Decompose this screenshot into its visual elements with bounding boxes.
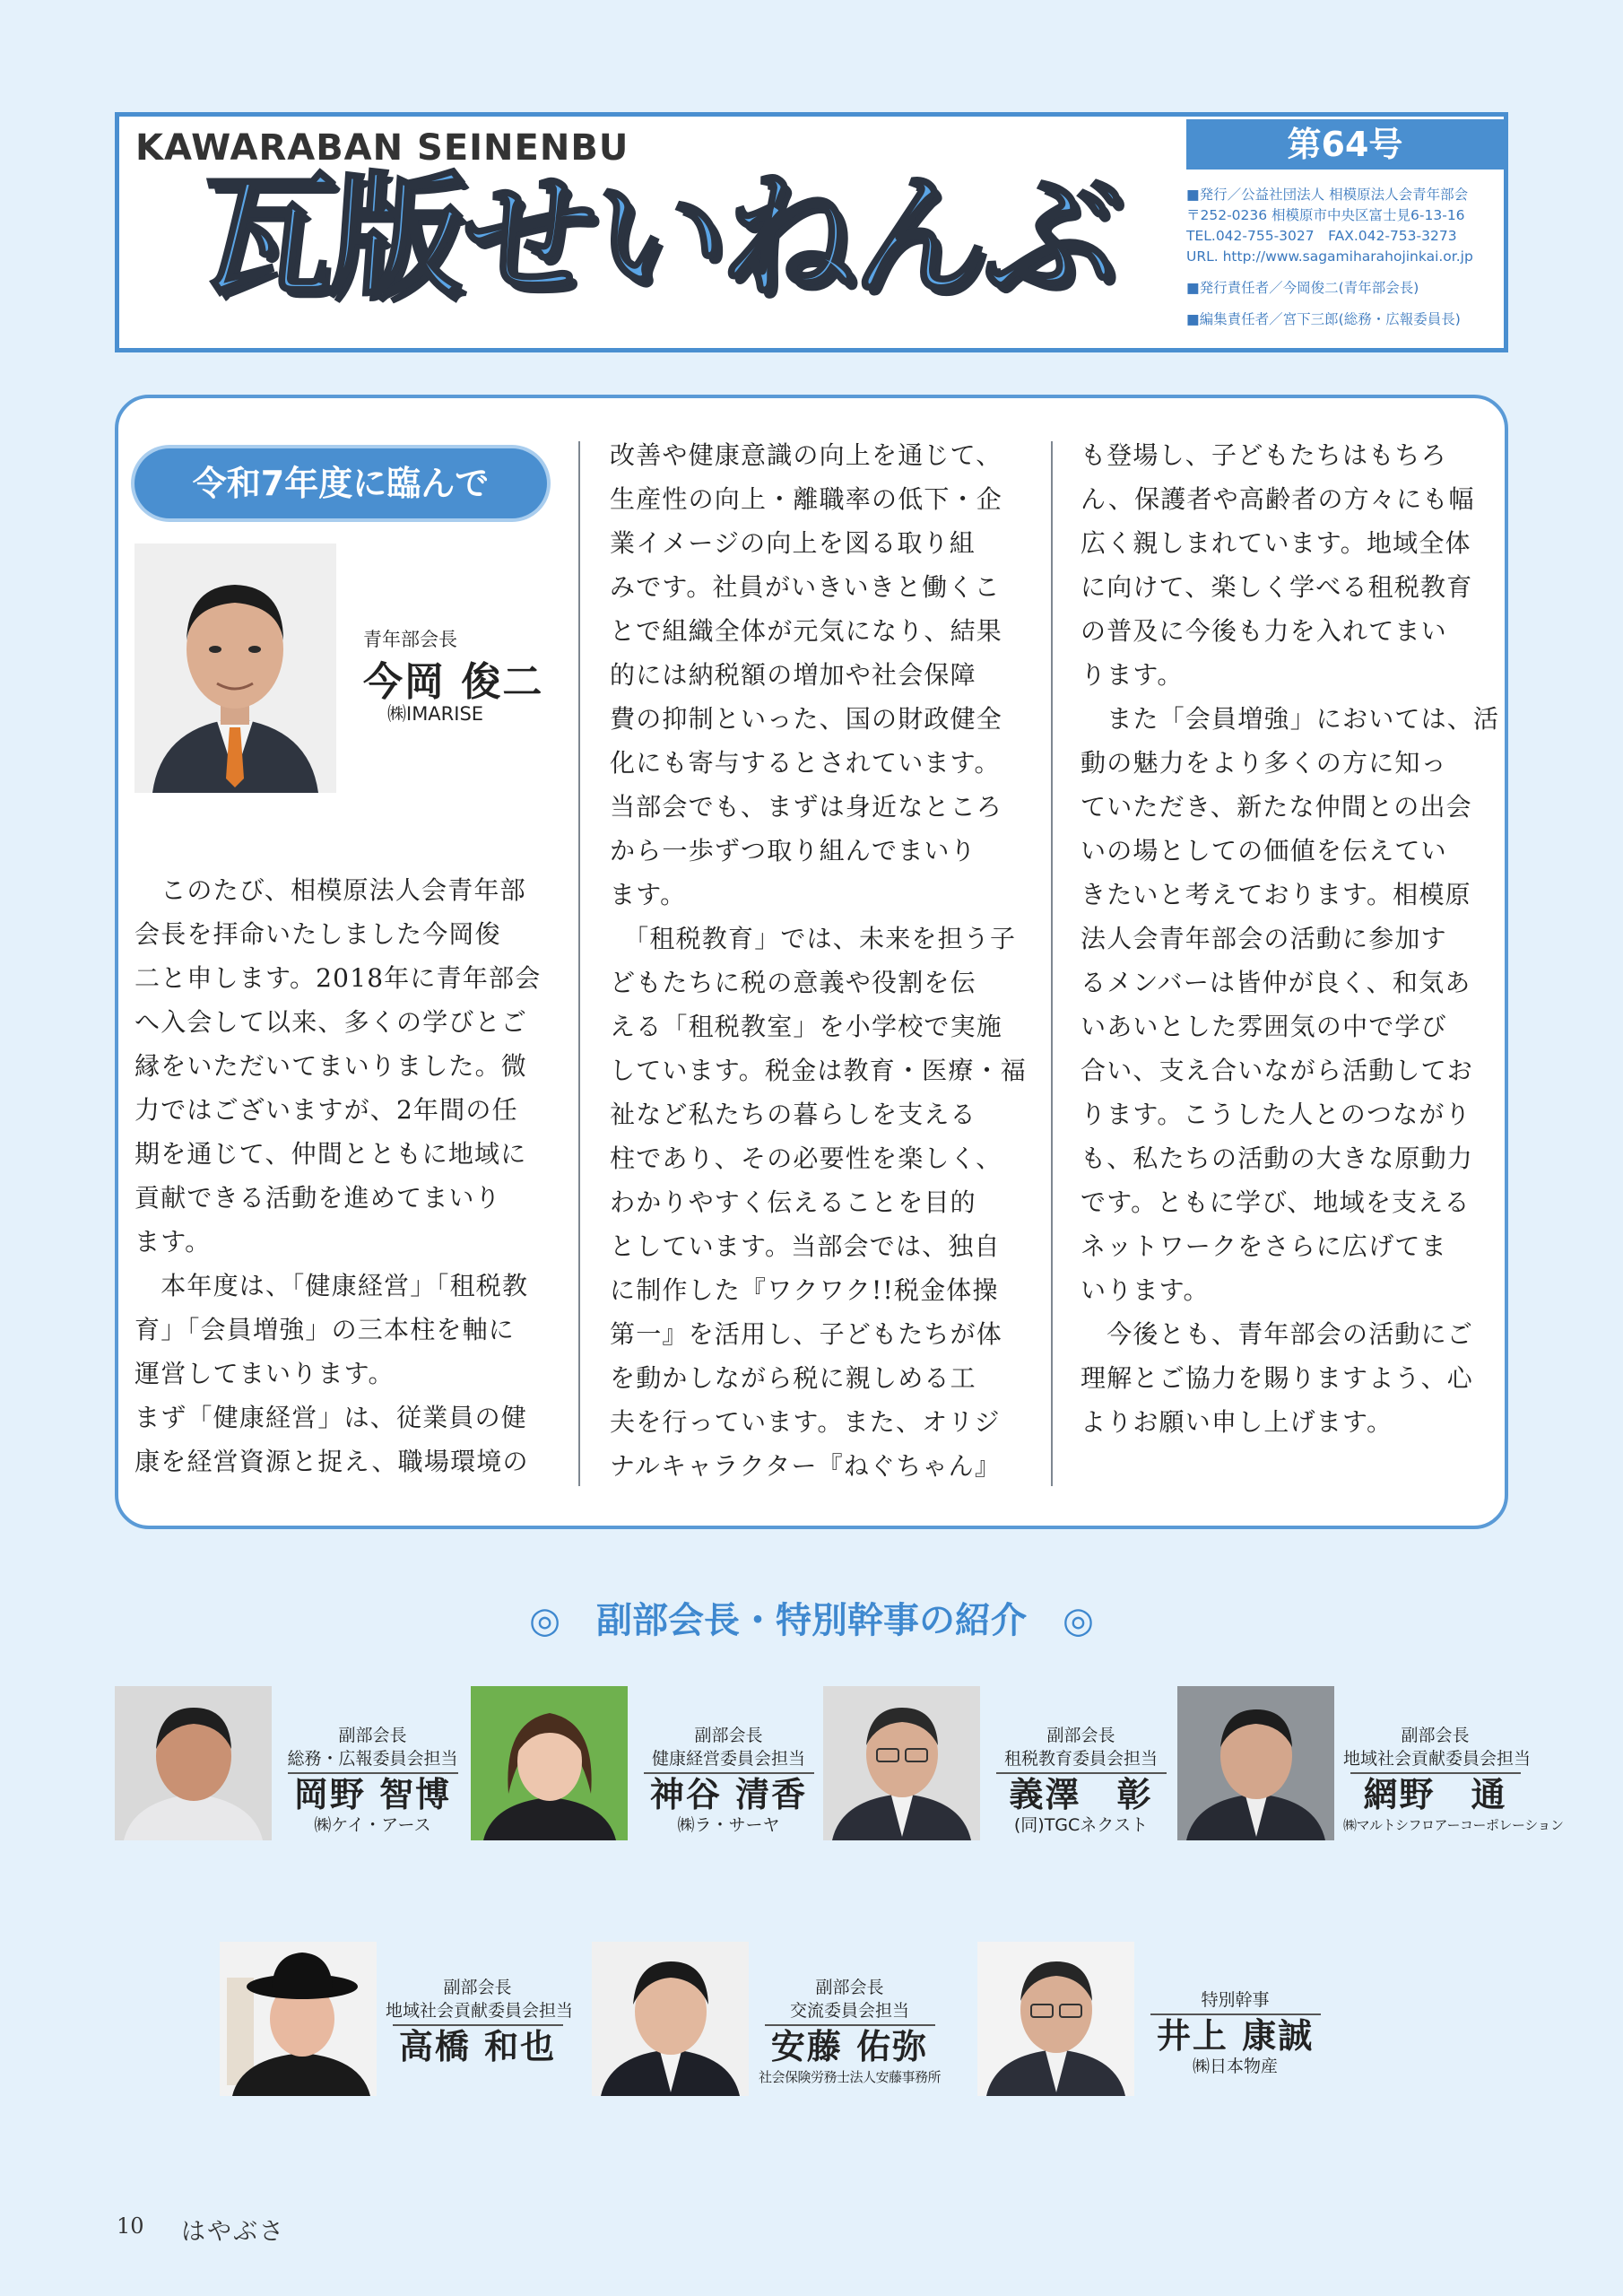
- officer-company: ㈱日本物産: [1192, 2057, 1278, 2076]
- info-line: URL. http://www.sagamiharahojinkai.or.jp: [1186, 248, 1473, 265]
- text-line: るメンバーは皆仲が良く、和気あ: [1081, 968, 1471, 997]
- text-line: 理解とご協力を賜りますよう、心: [1081, 1363, 1474, 1393]
- text-line: ん、保護者や高齢者の方々にも幅: [1081, 484, 1475, 514]
- text-line: 本年度は、「健康経営」「租税教: [135, 1271, 529, 1300]
- text-line: ます。: [610, 880, 687, 909]
- column-divider: [1051, 441, 1053, 1486]
- masthead-title-jp: 瓦版せいねんぶ: [194, 160, 1123, 316]
- text-line: このたび、相模原法人会青年部: [135, 875, 526, 905]
- officer-committee: 総務・広報委員会担当: [287, 1749, 458, 1769]
- text-line: 運営してまいります。: [135, 1359, 395, 1388]
- chairman-photo: [135, 544, 336, 793]
- text-line: 改善や健康意識の向上を通じて、: [610, 440, 1002, 470]
- text-line: 柱であり、その必要性を楽しく、: [610, 1144, 1002, 1173]
- text-line: いの場としての価値を伝えてい: [1081, 836, 1447, 865]
- officer-card: [592, 1942, 950, 2096]
- text-line: どもたちに税の意義や役割を伝: [610, 968, 976, 997]
- officer-name: 網野 通: [1363, 1775, 1507, 1814]
- officer-role: 副部会長: [338, 1726, 407, 1745]
- text-line: としています。当部会では、独自: [610, 1231, 1001, 1261]
- masthead: [115, 112, 1508, 352]
- text-line: 生産性の向上・離職率の低下・企: [610, 484, 1003, 514]
- officer-info: [386, 1976, 574, 2067]
- officer-photo: [471, 1686, 628, 1840]
- officer-info: [758, 1976, 942, 2087]
- text-line: 育」「会員増強」の三本柱を軸に: [135, 1315, 516, 1344]
- officer-name: 安藤 佑弥: [770, 2027, 929, 2066]
- officer-role: 副部会長: [443, 1978, 512, 1997]
- text-line: 当部会でも、まずは身近なところ: [610, 792, 1003, 822]
- text-line: 「租税教育」では、未来を担う子: [610, 924, 1017, 953]
- text-line: から一歩ずつ取り組んでまいり: [610, 836, 976, 865]
- text-line: 今後とも、青年部会の活動にご: [1081, 1319, 1474, 1349]
- publisher-line: ■発行責任者／今岡俊二(青年部会長): [1186, 280, 1419, 296]
- text-line: 期を通じて、仲間とともに地域に: [135, 1139, 527, 1169]
- text-line: 会長を拝命いたしました今岡俊: [135, 919, 501, 949]
- officer-name: 神谷 清香: [649, 1775, 808, 1814]
- text-line: 化にも寄与するとされています。: [610, 748, 1001, 778]
- text-line: ります。: [1081, 660, 1184, 690]
- officer-name: 岡野 智博: [293, 1775, 452, 1814]
- chairman-company: ㈱IMARISE: [387, 703, 484, 725]
- officer-info: [281, 1724, 464, 1835]
- officer-company: (同)TGCネクスト: [1013, 1815, 1149, 1835]
- text-line: 二と申します。2018年に青年部会: [135, 963, 542, 993]
- officer-company: ㈱マルトシフロアーコーポレーション: [1343, 1817, 1564, 1833]
- masthead-info-panel: [1186, 117, 1504, 348]
- text-line: です。ともに学び、地域を支える: [1081, 1187, 1471, 1217]
- message-column-3: [1081, 433, 1500, 1444]
- text-line: 費の抑制といった、国の財政健全: [610, 704, 1003, 734]
- text-line: 業イメージの向上を図る取り組: [610, 528, 976, 558]
- text-line: みです。社員がいきいきと働くこ: [610, 572, 1001, 602]
- text-line: 縁をいただいてまいりました。微: [135, 1051, 528, 1081]
- text-line: まず「健康経営」は、従業員の健: [135, 1403, 528, 1432]
- text-line: の普及に今後も力を入れてまい: [1081, 616, 1447, 646]
- officer-committee: 地域社会貢献委員会担当: [386, 2001, 574, 2021]
- text-line: 法人会青年部会の活動に参加す: [1081, 924, 1447, 953]
- info-line: TEL.042-755-3027 FAX.042-753-3273: [1186, 228, 1457, 244]
- officer-committee: 租税教育委員会担当: [1003, 1749, 1158, 1769]
- text-line: 祉など私たちの暮らしを支える: [610, 1100, 976, 1129]
- officer-role: 副部会長: [1401, 1726, 1470, 1745]
- message-heading: 令和7年度に臨んで: [135, 448, 547, 518]
- text-line: きたいと考えております。相模原: [1081, 880, 1471, 909]
- officer-photo: [977, 1942, 1134, 2096]
- officer-card: [471, 1686, 829, 1840]
- text-line: いあいとした雰囲気の中で学び: [1081, 1012, 1447, 1041]
- text-line: 的には納税額の増加や社会保障: [610, 660, 976, 690]
- text-line: 第一』を活用し、子どもたちが体: [610, 1319, 1003, 1349]
- text-line: ナルキャラクター『ねぐちゃん』: [610, 1451, 1002, 1481]
- text-line: よりお願い申し上げます。: [1081, 1407, 1393, 1437]
- chairman-role: 青年部会長: [363, 629, 457, 650]
- officer-name: 高橋 和也: [398, 2027, 557, 2066]
- text-line: を動かしながら税に親しめる工: [610, 1363, 976, 1393]
- text-line: 動の魅力をより多くの方に知っ: [1081, 748, 1447, 778]
- officer-name: 義澤 彰: [1009, 1775, 1153, 1814]
- officer-photo: [115, 1686, 272, 1840]
- publisher-info: [1186, 185, 1509, 330]
- text-line: へ入会して以来、多くの学びとご: [135, 1007, 528, 1037]
- officer-photo: [823, 1686, 980, 1840]
- column-divider: [578, 441, 580, 1486]
- officer-card: [823, 1686, 1182, 1840]
- publication-name: はやぶさ: [181, 2218, 285, 2246]
- officer-committee: 地域社会貢献委員会担当: [1343, 1749, 1532, 1769]
- officer-committee: 交流委員会担当: [789, 2001, 909, 2021]
- text-line: 康を経営資源と捉え、職場環境の: [135, 1447, 529, 1476]
- masthead-title-en: KAWARABAN SEINENBU: [135, 127, 629, 169]
- text-line: わかりやすく伝えることを目的: [610, 1187, 976, 1217]
- officer-role: 副部会長: [1046, 1726, 1115, 1745]
- text-line: 合い、支え合いながら活動してお: [1081, 1056, 1474, 1085]
- text-line: 広く親しまれています。地域全体: [1081, 528, 1471, 558]
- info-line: ■発行／公益社団法人 相模原法人会青年部会: [1186, 187, 1469, 203]
- message-column-1: [135, 868, 556, 1483]
- officer-photo: [220, 1942, 377, 2096]
- officer-committee: 特別幹事: [1201, 1990, 1270, 2010]
- officer-card: [1177, 1686, 1564, 1840]
- editor-line: ■編集責任者／宮下三郎(総務・広報委員長): [1186, 311, 1461, 327]
- text-line: いります。: [1081, 1275, 1210, 1305]
- officer-card: [977, 1942, 1336, 2096]
- officer-photo: [1177, 1686, 1334, 1840]
- issue-number: 第64号: [1186, 119, 1504, 170]
- officer-info: [637, 1724, 820, 1835]
- officer-company: ㈱ラ・サーヤ: [677, 1815, 780, 1835]
- text-line: も登場し、子どもたちはもちろ: [1081, 440, 1447, 470]
- info-line: 〒252-0236 相模原市中央区富士見6-13-16: [1186, 207, 1465, 223]
- officer-info: [989, 1724, 1173, 1835]
- officer-info: [1343, 1724, 1564, 1835]
- text-line: ります。こうした人とのつながり: [1081, 1100, 1471, 1129]
- chairman-name: 今岡 俊二: [363, 659, 544, 705]
- officer-card: [220, 1942, 578, 2096]
- officer-photo: [592, 1942, 749, 2096]
- officer-name: 井上 康誠: [1156, 2016, 1315, 2056]
- text-line: 夫を行っています。また、オリジ: [610, 1407, 1001, 1437]
- officer-info: [1143, 1988, 1327, 2076]
- officer-role: 副部会長: [694, 1726, 763, 1745]
- officer-company: 社会保険労務士法人安藤事務所: [758, 2069, 941, 2085]
- text-line: とで組織全体が元気になり、結果: [610, 616, 1003, 646]
- officer-card: [115, 1686, 473, 1840]
- text-line: ネットワークをさらに広げてま: [1081, 1231, 1447, 1261]
- text-line: も、私たちの活動の大きな原動力: [1081, 1144, 1474, 1173]
- text-line: える「租税教室」を小学校で実施: [610, 1012, 1003, 1041]
- text-line: 貢献できる活動を進めてまいり: [135, 1183, 501, 1213]
- text-line: ます。: [135, 1227, 212, 1257]
- text-line: しています。税金は教育・医療・福: [610, 1056, 1027, 1085]
- officer-company: ㈱ケイ・アース: [314, 1815, 431, 1835]
- message-column-2: [610, 433, 1027, 1488]
- page-number: 10: [117, 2213, 144, 2239]
- text-line: また「会員増強」においては、活: [1081, 704, 1500, 734]
- officers-heading: ◎ 副部会長・特別幹事の紹介 ◎: [529, 1600, 1094, 1641]
- text-line: に制作した『ワクワク!!税金体操: [610, 1275, 999, 1305]
- officer-committee: 健康経営委員会担当: [651, 1749, 805, 1769]
- text-line: ていただき、新たな仲間との出会: [1081, 792, 1472, 822]
- officer-role: 副部会長: [815, 1978, 884, 1997]
- text-line: 力ではございますが、2年間の任: [135, 1095, 518, 1125]
- text-line: に向けて、楽しく学べる租税教育: [1081, 572, 1473, 602]
